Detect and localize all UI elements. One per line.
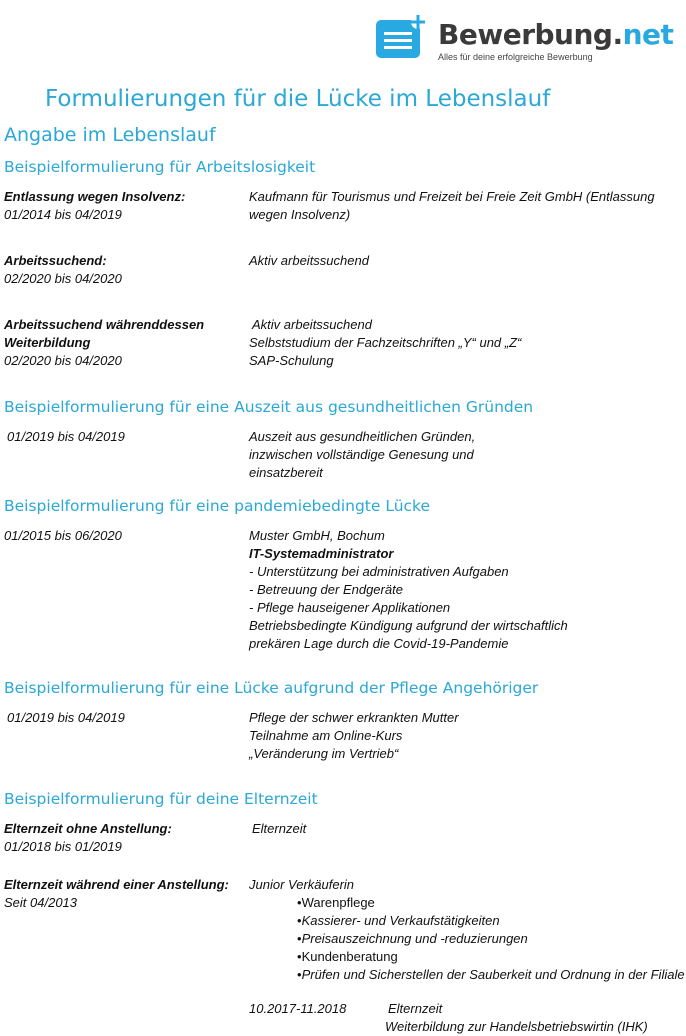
entry-label: Arbeitssuchend währenddessen	[4, 317, 205, 332]
entry-label: Elternzeit während einer Anstellung:	[4, 877, 229, 892]
list-item: • Preisauszeichnung und -reduzierungen	[297, 930, 685, 948]
entry-date: 01/2014 bis 04/2019	[4, 207, 122, 222]
entry-description: Aktiv arbeitssuchend	[252, 317, 372, 332]
entry-description: Elternzeit	[388, 1001, 443, 1016]
logo-tagline: Alles für deine erfolgreiche Bewerbung	[438, 52, 593, 62]
entry-description: Selbststudium der Fachzeitschriften „Y“ und „Z“	[249, 335, 522, 350]
entry-description: einsatzbereit	[249, 465, 323, 480]
section-heading-pflege: Beispielformulierung für eine Lücke aufgrund der Pflege Angehöriger	[4, 679, 539, 697]
section-heading-arbeitslosigkeit: Beispielformulierung für Arbeitslosigkeit	[4, 158, 316, 176]
list-item: • Warenpflege	[297, 894, 685, 912]
entry-date: 01/2019 bis 04/2019	[7, 429, 125, 444]
entry-description: „Veränderung im Vertrieb“	[249, 746, 399, 761]
section-heading-gesundheit: Beispielformulierung für eine Auszeit aus gesundheitlichen Gründen	[4, 398, 534, 416]
entry-description: - Unterstützung bei administrativen Aufgaben	[249, 564, 509, 579]
entry-description: Betriebsbedingte Kündigung aufgrund der wirtschaftlich	[249, 618, 568, 633]
entry-date: 02/2020 bis 04/2020	[4, 271, 122, 286]
entry-description: Elternzeit	[252, 821, 307, 836]
entry-description: Weiterbildung zur Handelsbetriebswirtin (IHK)	[385, 1019, 648, 1034]
list-item: • Kundenberatung	[297, 948, 685, 966]
task-list	[297, 894, 685, 984]
entry-date: 10.2017-11.2018	[249, 1001, 347, 1016]
entry-date: 01/2019 bis 04/2019	[7, 710, 125, 725]
list-item: • Kassierer- und Verkaufstätigkeiten	[297, 912, 685, 930]
entry-label: Elternzeit ohne Anstellung:	[4, 821, 172, 836]
entry-description: inzwischen vollständige Genesung und	[249, 447, 474, 462]
logo	[376, 4, 682, 66]
document-title: Formulierungen für die Lücke im Lebenslauf	[45, 86, 551, 112]
entry-description: - Betreuung der Endgeräte	[249, 582, 403, 597]
document-icon	[376, 14, 428, 64]
entry-description: Teilnahme am Online-Kurs	[249, 728, 403, 743]
entry-description: prekären Lage durch die Covid-19-Pandemie	[249, 636, 509, 651]
entry-date: Seit 04/2013	[4, 895, 78, 910]
list-item: • Prüfen und Sicherstellen der Sauberkeit und Ordnung in der Filiale	[297, 966, 685, 984]
entry-description: - Pflege hauseigener Applikationen	[249, 600, 451, 615]
entry-date: 01/2018 bis 01/2019	[4, 839, 122, 854]
entry-description: Kaufmann für Tourismus und Freizeit bei Freie Zeit GmbH (Entlassung	[249, 189, 655, 204]
entry-date: 02/2020 bis 04/2020	[4, 353, 122, 368]
entry-description: Pflege der schwer erkrankten Mutter	[249, 710, 459, 725]
entry-description: wegen Insolvenz)	[249, 207, 351, 222]
entry-label: Weiterbildung	[4, 335, 91, 350]
entry-description: SAP-Schulung	[249, 353, 334, 368]
job-title: IT-Systemadministrator	[249, 546, 394, 561]
entry-date: 01/2015 bis 06/2020	[4, 528, 122, 543]
entry-description: Auszeit aus gesundheitlichen Gründen,	[249, 429, 476, 444]
section-heading-pandemie: Beispielformulierung für eine pandemiebedingte Lücke	[4, 497, 431, 515]
entry-description: Aktiv arbeitssuchend	[249, 253, 369, 268]
section-heading-elternzeit: Beispielformulierung für deine Elternzeit	[4, 790, 318, 808]
entry-description: Muster GmbH, Bochum	[249, 528, 385, 543]
entry-description: Junior Verkäuferin	[249, 877, 355, 892]
entry-label: Arbeitssuchend:	[4, 253, 107, 268]
logo-wordmark: Bewerbung.net	[438, 18, 674, 51]
subtitle: Angabe im Lebenslauf	[4, 124, 216, 146]
entry-label: Entlassung wegen Insolvenz:	[4, 189, 186, 204]
